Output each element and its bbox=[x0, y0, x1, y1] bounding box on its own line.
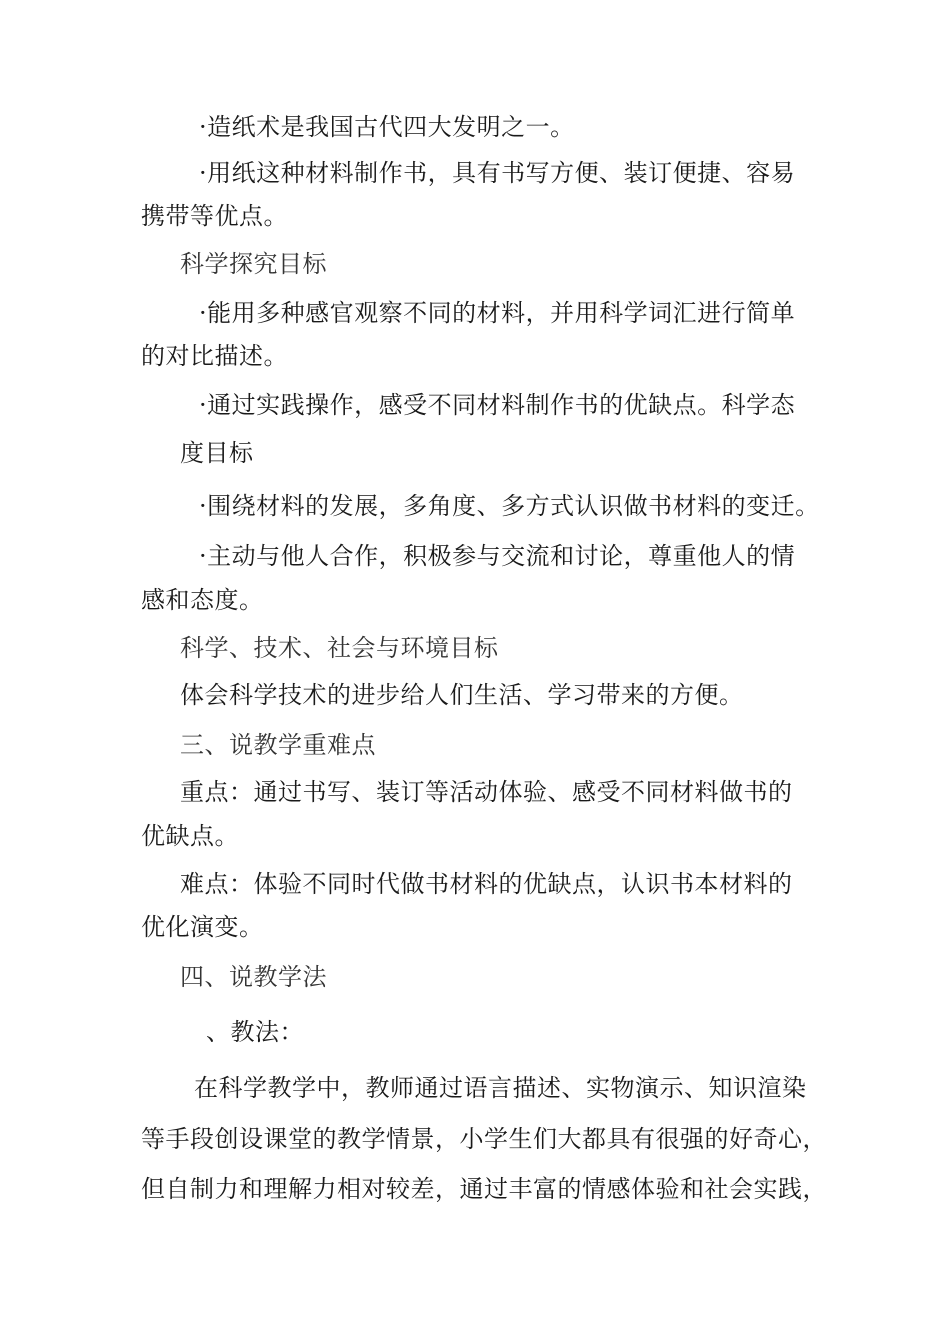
bullet-cooperation-line1: ·主动与他人合作，积极参与交流和讨论，尊重他人的情 bbox=[199, 542, 796, 570]
bullet-paper-advantages-line1: ·用纸这种材料制作书，具有书写方便、装订便捷、容易 bbox=[199, 159, 796, 187]
bullet-papermaking-invention: ·造纸术是我国古代四大发明之一。 bbox=[199, 113, 575, 141]
paragraph-teaching-method-line2: 等手段创设课堂的教学情景，小学生们大都具有很强的好奇心， bbox=[141, 1125, 827, 1153]
bullet-senses-observe-line1: ·能用多种感官观察不同的材料，并用科学词汇进行简单 bbox=[199, 299, 796, 327]
paragraph-teaching-method-line1: 在科学教学中，教师通过语言描述、实物演示、知识渲染 bbox=[194, 1074, 807, 1102]
bullet-material-development: ·围绕材料的发展，多角度、多方式认识做书材料的变迁。 bbox=[199, 492, 820, 520]
paragraph-teaching-method-line3: 但自制力和理解力相对较差，通过丰富的情感体验和社会实践， bbox=[141, 1175, 827, 1203]
bullet-paper-advantages-line2: 携带等优点。 bbox=[141, 202, 288, 230]
heading-stse-goals: 科学、技术、社会与环境目标 bbox=[180, 634, 499, 662]
paragraph-stse-goal: 体会科学技术的进步给人们生活、学习带来的方便。 bbox=[180, 681, 744, 709]
difficult-point-line1: 难点：体验不同时代做书材料的优缺点，认识书本材料的 bbox=[180, 870, 793, 898]
key-point-line2: 优缺点。 bbox=[141, 822, 239, 850]
heading-science-inquiry-goals: 科学探究目标 bbox=[180, 250, 327, 278]
difficult-point-line2: 优化演变。 bbox=[141, 913, 264, 941]
bullet-practice-operation-line1: ·通过实践操作，感受不同材料制作书的优缺点。科学态 bbox=[199, 391, 796, 419]
bullet-cooperation-line2: 感和态度。 bbox=[141, 586, 264, 614]
heading-section-four: 四、说教学法 bbox=[180, 963, 327, 991]
bullet-senses-observe-line2: 的对比描述。 bbox=[141, 342, 288, 370]
heading-section-three: 三、说教学重难点 bbox=[180, 731, 376, 759]
bullet-practice-operation-line2: 度目标 bbox=[180, 439, 254, 467]
subheading-teaching-method: 、教法： bbox=[206, 1018, 304, 1046]
key-point-line1: 重点：通过书写、装订等活动体验、感受不同材料做书的 bbox=[180, 778, 793, 806]
